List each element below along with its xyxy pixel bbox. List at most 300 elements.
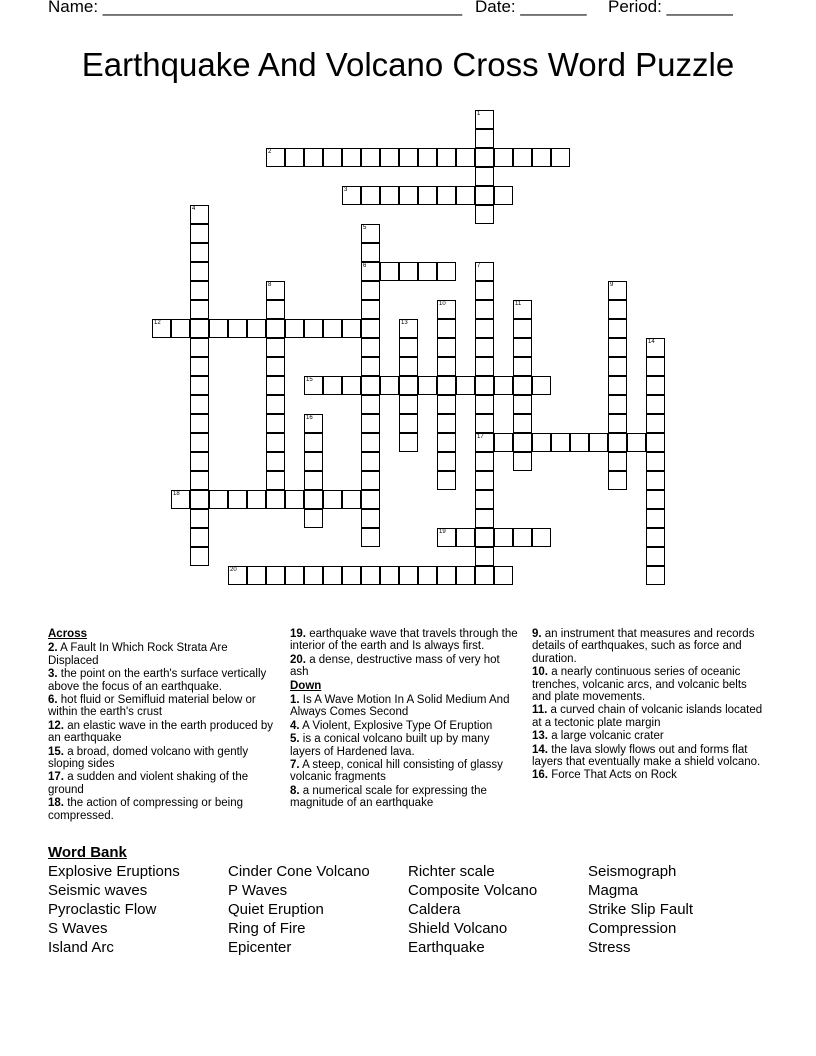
clue-item: [532, 704, 768, 729]
grid-cell[interactable]: [209, 319, 228, 338]
word-bank-item: Richter scale: [408, 863, 495, 880]
grid-cell[interactable]: [361, 490, 380, 509]
grid-cell[interactable]: [361, 509, 380, 528]
clue-number: 2.: [48, 642, 58, 655]
grid-cell[interactable]: [646, 395, 665, 414]
clue-text: A steep, conical hill consisting of glassy volcanic fragments: [290, 759, 503, 784]
grid-cell[interactable]: [361, 395, 380, 414]
clue-number: 8: [268, 282, 272, 288]
grid-cell[interactable]: [475, 357, 494, 376]
word-bank-item: Stress: [588, 939, 631, 956]
grid-cell[interactable]: [152, 319, 171, 338]
grid-cell[interactable]: [608, 376, 627, 395]
clue-text: a dense, destructive mass of very hot ash: [290, 653, 500, 679]
grid-cell[interactable]: [266, 566, 285, 585]
grid-cell[interactable]: [342, 490, 361, 509]
grid-cell[interactable]: [456, 528, 475, 547]
grid-cell[interactable]: [551, 148, 570, 167]
clue-text: a nearly continuous series of oceanic trenches, volcanic arcs, and volcanic belts and plate movements.: [532, 666, 747, 704]
grid-cell[interactable]: [532, 528, 551, 547]
clue-text: the point on the earth's surface vertically above the focus of an earthquake.: [48, 668, 267, 693]
clue-number: 20: [230, 567, 237, 573]
grid-cell[interactable]: [190, 509, 209, 528]
grid-cell[interactable]: [646, 376, 665, 395]
word-bank-item: Explosive Eruptions: [48, 863, 180, 880]
grid-cell[interactable]: [494, 433, 513, 452]
grid-cell[interactable]: [399, 566, 418, 585]
grid-cell[interactable]: [475, 167, 494, 186]
across-heading: Across: [48, 628, 87, 640]
grid-cell[interactable]: [513, 452, 532, 471]
clue-number: 18: [173, 491, 180, 497]
word-bank-item: Composite Volcano: [408, 882, 538, 899]
grid-cell[interactable]: [228, 319, 247, 338]
clue-text: hot fluid or Semifluid material below or within the earth's crust: [48, 694, 256, 719]
grid-cell[interactable]: [285, 566, 304, 585]
clues-column-3: [532, 628, 768, 783]
grid-cell[interactable]: [266, 490, 285, 509]
grid-cell[interactable]: [190, 281, 209, 300]
clue-item: [48, 668, 276, 693]
word-bank-item: Magma: [588, 882, 639, 899]
grid-cell[interactable]: [437, 262, 456, 281]
clue-number: 14: [648, 339, 655, 345]
grid-cell[interactable]: [437, 433, 456, 452]
grid-cell[interactable]: [171, 319, 190, 338]
grid-cell[interactable]: [608, 300, 627, 319]
grid-cell[interactable]: [190, 300, 209, 319]
grid-cell[interactable]: [418, 262, 437, 281]
clue-item: [290, 720, 518, 732]
clue-number: 10: [439, 301, 446, 307]
grid-cell[interactable]: [608, 414, 627, 433]
grid-cell[interactable]: [361, 262, 380, 281]
clue-text: a numerical scale for expressing the magnitude of an earthquake: [290, 784, 487, 810]
grid-cell[interactable]: [475, 281, 494, 300]
down-heading: Down: [290, 679, 322, 692]
clue-text: a sudden and violent shaking of the ground: [48, 771, 249, 796]
grid-cell[interactable]: [551, 433, 570, 452]
clue-item: [532, 666, 768, 703]
clue-number: 3: [344, 187, 348, 193]
grid-cell[interactable]: [399, 414, 418, 433]
grid-cell[interactable]: [266, 433, 285, 452]
grid-cell[interactable]: [266, 471, 285, 490]
grid-cell[interactable]: [190, 338, 209, 357]
grid-cell[interactable]: [361, 148, 380, 167]
grid-cell[interactable]: [266, 338, 285, 357]
grid-cell[interactable]: [266, 395, 285, 414]
grid-cell[interactable]: [190, 319, 209, 338]
clue-number: 11.: [532, 704, 548, 717]
grid-cell[interactable]: [361, 471, 380, 490]
clue-text: earthquake wave that travels through the interior of the earth and Is always first.: [290, 628, 518, 653]
clue-item: [532, 628, 768, 665]
grid-cell[interactable]: [285, 490, 304, 509]
clue-number: 4: [192, 206, 196, 212]
clue-number: 6.: [48, 694, 58, 707]
clue-text: is a conical volcano built up by many layers of Hardened lava.: [290, 733, 490, 758]
grid-cell[interactable]: [399, 338, 418, 357]
grid-cell[interactable]: [589, 433, 608, 452]
grid-cell[interactable]: [532, 376, 551, 395]
grid-cell[interactable]: [171, 490, 190, 509]
grid-cell[interactable]: [361, 433, 380, 452]
grid-cell[interactable]: [513, 300, 532, 319]
grid-cell[interactable]: [304, 319, 323, 338]
grid-cell[interactable]: [323, 490, 342, 509]
grid-cell[interactable]: [513, 319, 532, 338]
grid-cell[interactable]: [399, 319, 418, 338]
grid-cell[interactable]: [361, 414, 380, 433]
grid-cell[interactable]: [190, 528, 209, 547]
grid-cell[interactable]: [399, 395, 418, 414]
grid-cell[interactable]: [437, 395, 456, 414]
clue-text: Force That Acts on Rock: [548, 769, 677, 782]
grid-cell[interactable]: [342, 186, 361, 205]
clue-number: 13.: [532, 730, 548, 743]
grid-cell[interactable]: [190, 471, 209, 490]
grid-cell[interactable]: [608, 338, 627, 357]
grid-cell[interactable]: [418, 148, 437, 167]
clue-item: [48, 771, 276, 796]
grid-cell[interactable]: [646, 566, 665, 585]
grid-cell[interactable]: [456, 186, 475, 205]
grid-cell[interactable]: [323, 376, 342, 395]
grid-cell[interactable]: [475, 433, 494, 452]
grid-cell[interactable]: [437, 300, 456, 319]
grid-cell[interactable]: [304, 376, 323, 395]
grid-cell[interactable]: [646, 471, 665, 490]
grid-cell[interactable]: [475, 452, 494, 471]
grid-cell[interactable]: [437, 528, 456, 547]
clue-number: 3.: [48, 668, 58, 681]
grid-cell[interactable]: [646, 509, 665, 528]
grid-cell[interactable]: [380, 376, 399, 395]
grid-cell[interactable]: [646, 433, 665, 452]
grid-cell[interactable]: [228, 566, 247, 585]
grid-cell[interactable]: [399, 148, 418, 167]
grid-cell[interactable]: [190, 414, 209, 433]
clue-text: a broad, domed volcano with gently sloping sides: [48, 745, 249, 771]
grid-cell[interactable]: [608, 471, 627, 490]
grid-cell[interactable]: [266, 376, 285, 395]
grid-cell[interactable]: [190, 243, 209, 262]
grid-cell[interactable]: [513, 395, 532, 414]
clue-number: 9: [610, 282, 614, 288]
grid-cell[interactable]: [399, 262, 418, 281]
grid-cell[interactable]: [494, 528, 513, 547]
grid-cell[interactable]: [475, 110, 494, 129]
clue-number: 10.: [532, 666, 548, 679]
grid-cell[interactable]: [323, 319, 342, 338]
grid-cell[interactable]: [228, 490, 247, 509]
grid-cell[interactable]: [513, 338, 532, 357]
grid-cell[interactable]: [399, 186, 418, 205]
clue-number: 15: [306, 377, 313, 383]
word-bank-item: Shield Volcano: [408, 920, 508, 937]
grid-cell[interactable]: [475, 205, 494, 224]
clue-item: [48, 720, 276, 745]
clue-number: 15.: [48, 745, 64, 758]
grid-cell[interactable]: [418, 566, 437, 585]
grid-cell[interactable]: [304, 566, 323, 585]
clue-number: 19.: [290, 628, 306, 640]
clue-number: 13: [401, 320, 408, 326]
word-bank-item: Cinder Cone Volcano: [228, 863, 370, 880]
word-bank-item: Ring of Fire: [228, 920, 306, 937]
grid-cell[interactable]: [247, 566, 266, 585]
grid-cell[interactable]: [380, 262, 399, 281]
clue-number: 2: [268, 149, 272, 155]
grid-cell[interactable]: [456, 566, 475, 585]
grid-cell[interactable]: [304, 414, 323, 433]
grid-cell[interactable]: [266, 357, 285, 376]
grid-cell[interactable]: [513, 357, 532, 376]
grid-cell[interactable]: [266, 281, 285, 300]
grid-cell[interactable]: [513, 528, 532, 547]
grid-cell[interactable]: [475, 319, 494, 338]
grid-cell[interactable]: [608, 433, 627, 452]
grid-cell[interactable]: [342, 319, 361, 338]
grid-cell[interactable]: [437, 338, 456, 357]
grid-cell[interactable]: [494, 186, 513, 205]
grid-cell[interactable]: [190, 433, 209, 452]
grid-cell[interactable]: [190, 395, 209, 414]
grid-cell[interactable]: [646, 528, 665, 547]
grid-cell[interactable]: [513, 433, 532, 452]
grid-cell[interactable]: [380, 566, 399, 585]
grid-cell[interactable]: [475, 129, 494, 148]
grid-cell[interactable]: [361, 319, 380, 338]
date-field[interactable]: Date: _______: [475, 0, 587, 16]
grid-cell[interactable]: [266, 452, 285, 471]
grid-cell[interactable]: [266, 414, 285, 433]
grid-cell[interactable]: [399, 357, 418, 376]
clue-number: 5: [363, 225, 367, 231]
grid-cell[interactable]: [380, 186, 399, 205]
grid-cell[interactable]: [475, 566, 494, 585]
grid-cell[interactable]: [475, 528, 494, 547]
grid-cell[interactable]: [437, 471, 456, 490]
clue-text: A Violent, Explosive Type Of Eruption: [299, 719, 493, 732]
grid-cell[interactable]: [437, 148, 456, 167]
word-bank-item: Strike Slip Fault: [588, 901, 694, 918]
grid-cell[interactable]: [475, 395, 494, 414]
word-bank-item: Compression: [588, 920, 677, 937]
grid-cell[interactable]: [494, 566, 513, 585]
grid-cell[interactable]: [399, 433, 418, 452]
grid-cell[interactable]: [285, 148, 304, 167]
grid-cell[interactable]: [209, 490, 228, 509]
grid-cell[interactable]: [361, 224, 380, 243]
grid-cell[interactable]: [456, 376, 475, 395]
word-bank-item: Island Arc: [48, 939, 114, 956]
grid-cell[interactable]: [304, 148, 323, 167]
grid-cell[interactable]: [285, 319, 304, 338]
clue-number: 12.: [48, 719, 64, 732]
grid-cell[interactable]: [399, 376, 418, 395]
word-bank-item: Quiet Eruption: [228, 901, 324, 918]
clue-number: 4.: [290, 719, 300, 732]
clue-item: [290, 759, 518, 784]
word-bank-item: Seismic waves: [48, 882, 148, 899]
grid-cell[interactable]: [304, 509, 323, 528]
grid-cell[interactable]: [494, 376, 513, 395]
grid-cell[interactable]: [418, 186, 437, 205]
grid-cell[interactable]: [437, 414, 456, 433]
grid-cell[interactable]: [437, 186, 456, 205]
grid-cell[interactable]: [437, 452, 456, 471]
clue-item: [532, 769, 768, 781]
grid-cell[interactable]: [361, 376, 380, 395]
clue-item: [532, 744, 768, 769]
clue-number: 14.: [532, 743, 548, 756]
clue-number: 18.: [48, 797, 64, 810]
clue-number: 12: [154, 320, 161, 326]
grid-cell[interactable]: [513, 376, 532, 395]
grid-cell[interactable]: [475, 547, 494, 566]
grid-cell[interactable]: [304, 452, 323, 471]
grid-cell[interactable]: [646, 547, 665, 566]
grid-cell[interactable]: [361, 452, 380, 471]
grid-cell[interactable]: [475, 490, 494, 509]
grid-cell[interactable]: [608, 319, 627, 338]
grid-cell[interactable]: [266, 300, 285, 319]
grid-cell[interactable]: [646, 357, 665, 376]
grid-cell[interactable]: [190, 262, 209, 281]
grid-cell[interactable]: [437, 566, 456, 585]
grid-cell[interactable]: [323, 566, 342, 585]
clue-item: [532, 730, 768, 742]
clues-column-1: [48, 628, 276, 823]
clue-number: 17.: [48, 771, 64, 784]
grid-cell[interactable]: [475, 148, 494, 167]
word-bank-item: P Waves: [228, 882, 288, 899]
grid-cell[interactable]: [304, 490, 323, 509]
grid-cell[interactable]: [456, 148, 475, 167]
grid-cell[interactable]: [190, 224, 209, 243]
clue-number: 1: [477, 111, 481, 117]
grid-cell[interactable]: [418, 376, 437, 395]
grid-cell[interactable]: [361, 300, 380, 319]
clue-text: the action of compressing or being compressed.: [48, 797, 243, 822]
grid-cell[interactable]: [266, 148, 285, 167]
clue-number: 11: [515, 301, 522, 307]
grid-cell[interactable]: [475, 262, 494, 281]
grid-cell[interactable]: [361, 186, 380, 205]
clue-number: 1.: [290, 694, 300, 707]
grid-cell[interactable]: [361, 357, 380, 376]
grid-cell[interactable]: [190, 490, 209, 509]
period-field[interactable]: Period: _______: [608, 0, 733, 16]
grid-cell[interactable]: [361, 243, 380, 262]
clue-number: 20.: [290, 653, 306, 666]
word-bank-item: Caldera: [408, 901, 461, 918]
grid-cell[interactable]: [532, 433, 551, 452]
clue-text: an elastic wave in the earth produced by an earthquake: [48, 719, 274, 745]
grid-cell[interactable]: [475, 414, 494, 433]
grid-cell[interactable]: [361, 281, 380, 300]
grid-cell[interactable]: [608, 281, 627, 300]
clue-text: Is A Wave Motion In A Solid Medium And Always Comes Second: [290, 694, 510, 719]
clues-column-2: [290, 628, 518, 811]
clue-item: [290, 628, 518, 653]
grid-cell[interactable]: [323, 148, 342, 167]
clue-item: [290, 654, 518, 679]
word-bank-item: Epicenter: [228, 939, 292, 956]
name-field[interactable]: Name: ______________________________________: [48, 0, 463, 16]
grid-cell[interactable]: [361, 528, 380, 547]
grid-cell[interactable]: [304, 433, 323, 452]
grid-cell[interactable]: [646, 338, 665, 357]
grid-cell[interactable]: [513, 148, 532, 167]
clue-text: a large volcanic crater: [548, 730, 664, 743]
grid-cell[interactable]: [608, 452, 627, 471]
clue-number: 9.: [532, 628, 542, 640]
clue-item: [290, 785, 518, 810]
grid-cell[interactable]: [475, 471, 494, 490]
grid-cell[interactable]: [361, 566, 380, 585]
grid-cell[interactable]: [475, 376, 494, 395]
grid-cell[interactable]: [247, 490, 266, 509]
word-bank-item: Seismograph: [588, 863, 677, 880]
grid-cell[interactable]: [608, 395, 627, 414]
clue-number: 8.: [290, 784, 300, 797]
grid-cell[interactable]: [475, 338, 494, 357]
grid-cell[interactable]: [646, 414, 665, 433]
word-bank-item: Pyroclastic Flow: [48, 901, 157, 918]
grid-cell[interactable]: [361, 338, 380, 357]
grid-cell[interactable]: [266, 319, 285, 338]
grid-cell[interactable]: [190, 376, 209, 395]
grid-cell[interactable]: [304, 471, 323, 490]
clue-item: [48, 694, 276, 719]
word-bank-title: Word Bank: [48, 844, 127, 861]
grid-cell[interactable]: [532, 148, 551, 167]
grid-cell[interactable]: [342, 566, 361, 585]
grid-cell[interactable]: [475, 509, 494, 528]
grid-cell[interactable]: [437, 319, 456, 338]
word-bank-item: Earthquake: [408, 939, 485, 956]
grid-cell[interactable]: [190, 357, 209, 376]
grid-cell[interactable]: [247, 319, 266, 338]
grid-cell[interactable]: [513, 414, 532, 433]
clue-text: A Fault In Which Rock Strata Are Displaced: [48, 642, 228, 667]
grid-cell[interactable]: [475, 186, 494, 205]
grid-cell[interactable]: [380, 148, 399, 167]
grid-cell[interactable]: [190, 452, 209, 471]
grid-cell[interactable]: [437, 357, 456, 376]
grid-cell[interactable]: [646, 452, 665, 471]
clue-text: the lava slowly flows out and forms flat layers that eventually make a shield volcano.: [532, 743, 761, 769]
grid-cell[interactable]: [190, 547, 209, 566]
clue-text: a curved chain of volcanic islands located at a tectonic plate margin: [532, 704, 763, 729]
grid-cell[interactable]: [608, 357, 627, 376]
word-bank-item: S Waves: [48, 920, 108, 937]
grid-cell[interactable]: [437, 376, 456, 395]
clue-item: [48, 642, 276, 667]
grid-cell[interactable]: [190, 205, 209, 224]
grid-cell[interactable]: [646, 490, 665, 509]
grid-cell[interactable]: [570, 433, 589, 452]
grid-cell[interactable]: [494, 148, 513, 167]
grid-cell[interactable]: [342, 376, 361, 395]
grid-cell[interactable]: [342, 148, 361, 167]
clue-item: [290, 694, 518, 719]
grid-cell[interactable]: [475, 300, 494, 319]
grid-cell[interactable]: [627, 433, 646, 452]
